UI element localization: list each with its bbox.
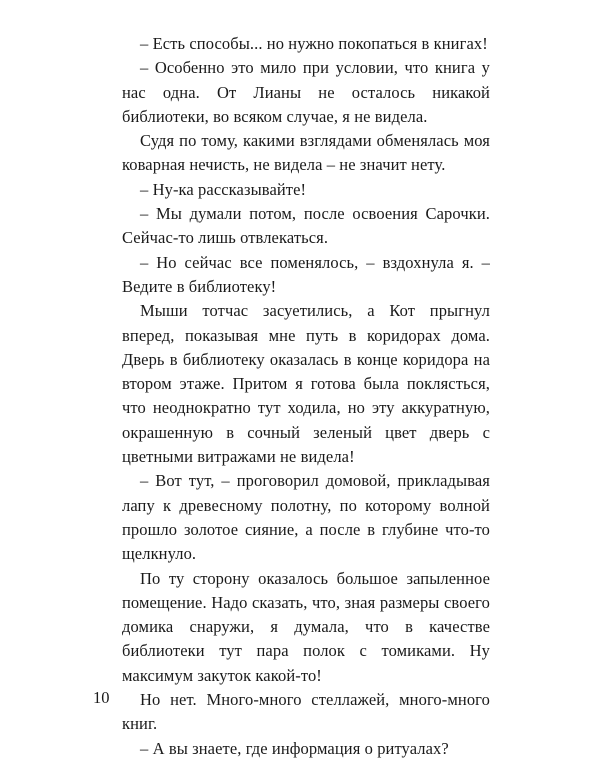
- paragraph-6: – Но сейчас все поменялось, – вздохнула я. – Ведите в библиотеку!: [122, 252, 490, 296]
- paragraph-11: – А вы знаете, где информация о ритуалах?: [140, 738, 449, 758]
- text-column: [122, 32, 490, 761]
- paragraph-8: – Вот тут, – проговорил домовой, прикладывая лапу к древесному полотну, по которому волной прошло золотое сияние, а после в глубине что-то щелкнуло.: [122, 471, 490, 564]
- page-number: 10: [93, 688, 110, 707]
- paragraph-7: Мыши тотчас засуетились, а Кот прыгнул вперед, показывая мне путь в коридорах дома. Дверь в библиотеку оказалась в конце коридора на втором этаже. Притом я готова была поклясться, что неоднократно тут ходила, но эту аккуратную, окрашенную в сочный зеленый цвет дверь с цветными витражами не видела!: [122, 301, 490, 467]
- paragraph-3: Судя по тому, какими взглядами обменялась моя коварная нечисть, не видела – не значит нету.: [122, 131, 490, 175]
- paragraph-10: Но нет. Много-много стеллажей, много-много книг.: [122, 690, 490, 734]
- paragraph-4: – Ну-ка рассказывайте!: [140, 179, 307, 199]
- paragraph-9: По ту сторону оказалось большое запыленное помещение. Надо сказать, что, зная размеры своего домика снаружи, я думала, что в качестве библиотеки тут пара полок с томиками. Ну максимум закуток какой-то!: [122, 568, 490, 685]
- paragraph-2: – Особенно это мило при условии, что книга у нас одна. От Лианы не осталось никакой библиотеки, во всяком случае, я не видела.: [122, 58, 490, 126]
- paragraph-1: – Есть способы... но нужно покопаться в книгах!: [140, 34, 488, 53]
- paragraph-5: – Мы думали потом, после освоения Сарочки. Сейчас-то лишь отвлекаться.: [122, 204, 490, 248]
